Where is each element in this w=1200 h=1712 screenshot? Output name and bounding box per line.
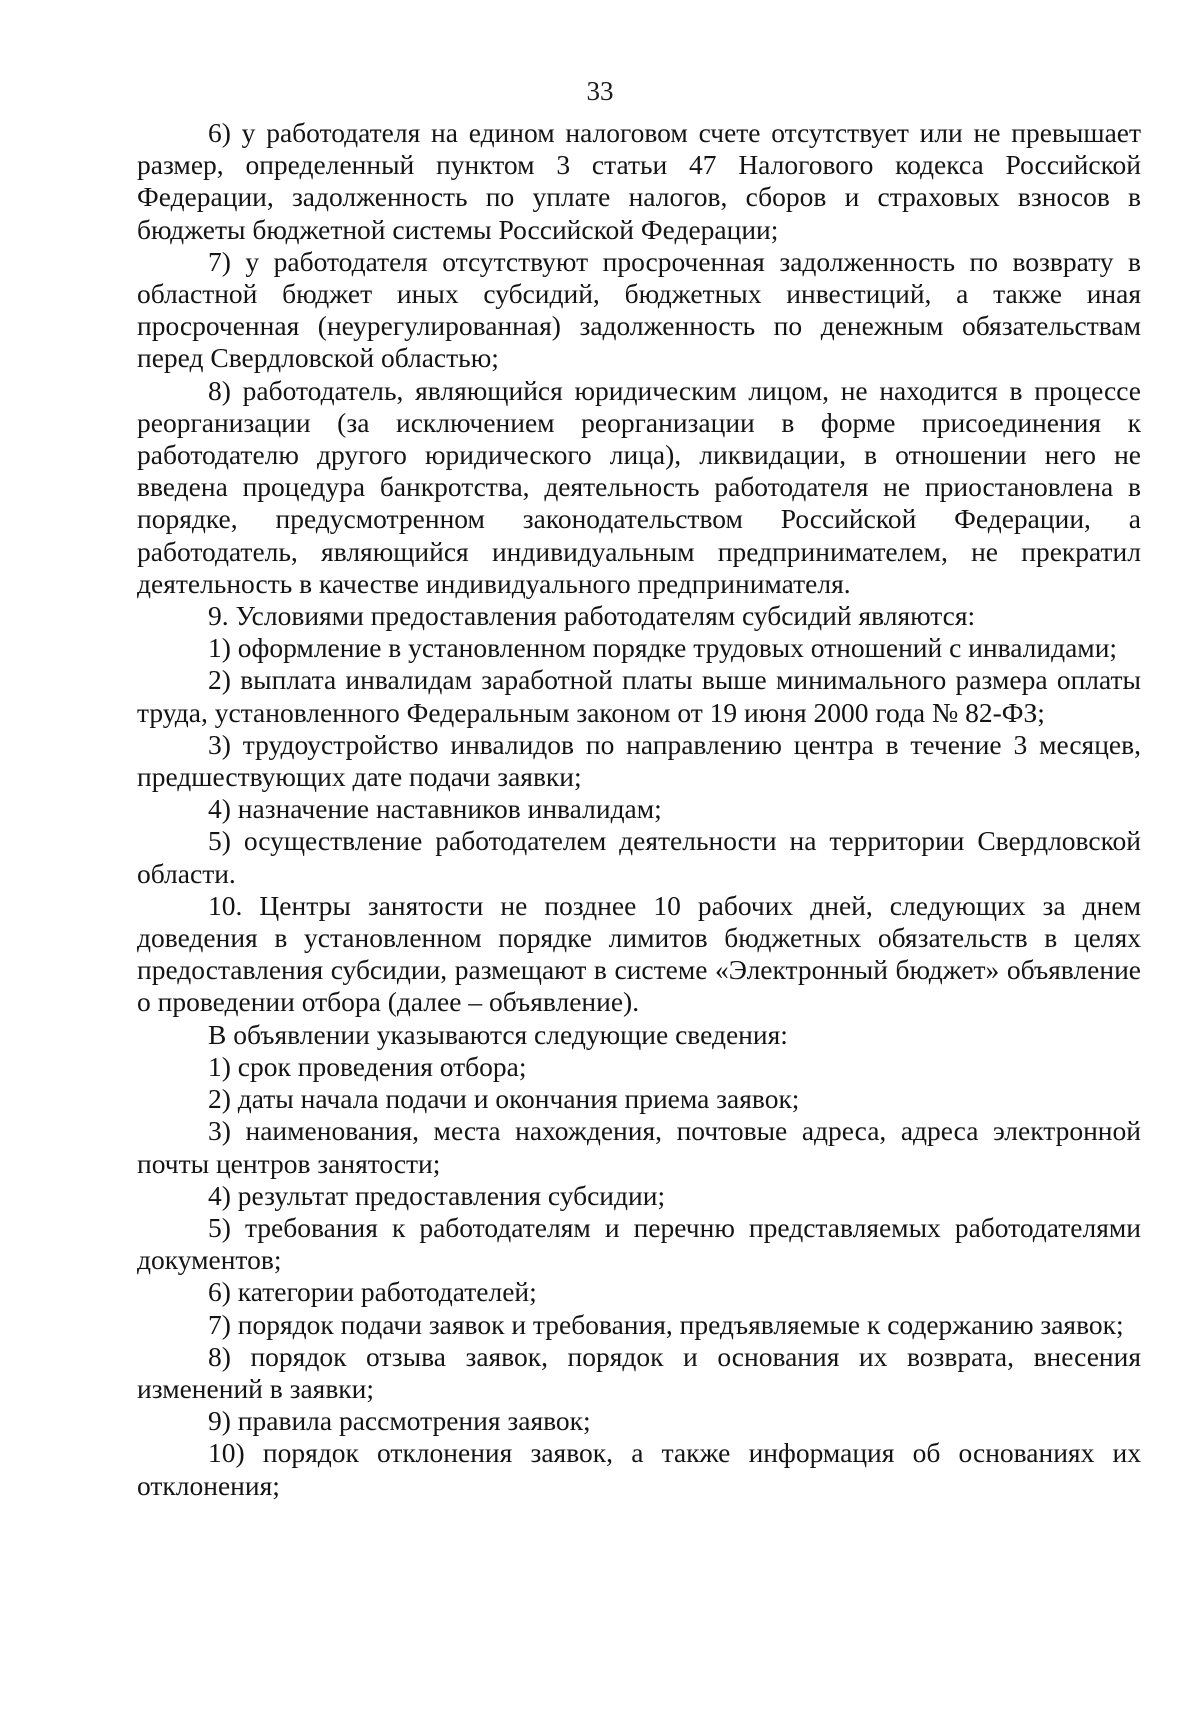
- paragraph-10-announcement: 10. Центры занятости не позднее 10 рабочих дней, следующих за днем доведения в установленном порядке лимитов бюджетных обязательств в целях предоставления субсидии, размещают в системе «Электронный бюджет» объявление о проведении отбора (далее – объявление).: [137, 889, 1141, 1018]
- announcement-intro: В объявлении указываются следующие сведения:: [208, 1018, 788, 1050]
- announcement-item-2: 2) даты начала подачи и окончания приема заявок;: [208, 1083, 800, 1115]
- announcement-item-10: 10) порядок отклонения заявок, а также информация об основаниях их отклонения;: [137, 1437, 1141, 1501]
- announcement-item-9: 9) правила рассмотрения заявок;: [208, 1405, 591, 1437]
- paragraph-9-conditions: 9. Условиями предоставления работодателям субсидий являются:: [208, 600, 976, 632]
- condition-2: 2) выплата инвалидам заработной платы выше минимального размера оплаты труда, установленного Федеральным законом от 19 июня 2000 года № 82-ФЗ;: [137, 664, 1141, 728]
- announcement-item-7: 7) порядок подачи заявок и требования, предъявляемые к содержанию заявок;: [208, 1308, 1124, 1340]
- condition-1: 1) оформление в установленном порядке трудовых отношений с инвалидами;: [208, 632, 1118, 664]
- announcement-item-4: 4) результат предоставления субсидии;: [208, 1179, 666, 1211]
- page-number: 33: [586, 76, 614, 106]
- announcement-item-6: 6) категории работодателей;: [208, 1276, 537, 1308]
- announcement-item-8: 8) порядок отзыва заявок, порядок и основания их возврата, внесения изменений в заявки;: [137, 1340, 1141, 1404]
- paragraph-6-tax-debt: 6) у работодателя на едином налоговом счете отсутствует или не превышает размер, определенный пунктом 3 статьи 47 Налогового кодекса Российской Федерации, задолженность по уплате налогов, сборов и страховых взносов в бюджеты бюджетной системы Российской Федерации;: [137, 117, 1141, 245]
- paragraph-7-overdue-debt: 7) у работодателя отсутствуют просроченная задолженность по возврату в областной бюджет иных субсидий, бюджетных инвестиций, а также иная просроченная (неурегулированная) задолженность по денежным обязательствам перед Свердловской областью;: [137, 245, 1141, 374]
- condition-3: 3) трудоустройство инвалидов по направлению центра в течение 3 месяцев, предшествующих дате подачи заявки;: [137, 728, 1141, 793]
- announcement-item-1: 1) срок проведения отбора;: [208, 1050, 527, 1082]
- document-body: [137, 117, 1141, 1502]
- condition-5: 5) осуществление работодателем деятельности на территории Свердловской области.: [137, 825, 1141, 889]
- paragraph-8-reorganization: 8) работодатель, являющийся юридическим лицом, не находится в процессе реорганизации (за исключением реорганизации в форме присоединения к работодателю другого юридического лица), ликвидации, в отношении него не введена процедура банкротства, деятельность работодателя не приостановлена в порядке, предусмотренном законодательством Российской Федерации, а работодатель, являющийся индивидуальным предпринимателем, не прекратил деятельность в качестве индивидуального предпринимателя.: [137, 374, 1141, 599]
- announcement-item-5: 5) требования к работодателям и перечню представляемых работодателями документов;: [137, 1211, 1141, 1276]
- announcement-item-3: 3) наименования, места нахождения, почтовые адреса, адреса электронной почты центров занятости;: [137, 1115, 1141, 1179]
- condition-4: 4) назначение наставников инвалидам;: [208, 793, 662, 825]
